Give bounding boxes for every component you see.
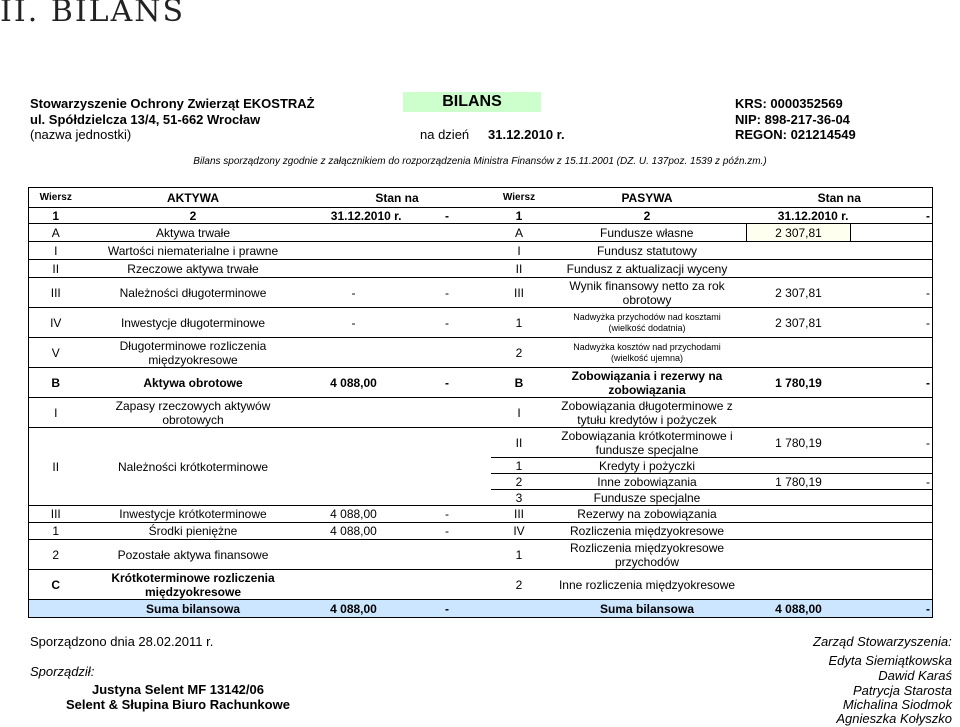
liability-value xyxy=(747,570,851,600)
liability-name: Rezerwy na zobowiązania xyxy=(548,506,747,523)
liability-value xyxy=(747,458,851,474)
liability-code: 2 xyxy=(491,338,548,368)
liability-value-prev xyxy=(851,570,933,600)
asset-code: B xyxy=(29,368,83,398)
asset-value-prev: - xyxy=(404,278,491,308)
asset-name: Pozostałe aktywa finansowe xyxy=(83,540,304,570)
liability-value-prev xyxy=(851,523,933,540)
table-row xyxy=(29,428,933,458)
asset-name: Należności długoterminowe xyxy=(83,278,304,308)
liability-code: 2 xyxy=(491,570,548,600)
header-stan-na-assets: Stan na xyxy=(304,188,491,208)
table-row xyxy=(29,506,933,523)
col-num: 2 xyxy=(548,208,747,224)
asset-value: - xyxy=(304,278,404,308)
asset-value xyxy=(304,224,404,242)
table-row xyxy=(29,260,933,278)
liability-code: IV xyxy=(491,523,548,540)
asset-code: II xyxy=(29,428,83,506)
column-number-row xyxy=(29,208,933,224)
liability-code: B xyxy=(491,368,548,398)
asset-value xyxy=(304,570,404,600)
liability-code: III xyxy=(491,506,548,523)
table-header-row xyxy=(29,188,933,208)
liability-value: 2 307,81 xyxy=(747,278,851,308)
liability-name: Zobowiązania i rezerwy na zobowiązania xyxy=(548,368,747,398)
header-aktywa: AKTYWA xyxy=(83,188,304,208)
liability-value xyxy=(747,398,851,428)
liability-value-prev xyxy=(851,338,933,368)
asset-code: II xyxy=(29,260,83,278)
asset-name: Inwestycje długoterminowe xyxy=(83,308,304,338)
liability-value xyxy=(747,338,851,368)
total-cell-blank xyxy=(491,600,548,618)
total-cell-blank xyxy=(29,600,83,618)
liability-value-prev: - xyxy=(851,278,933,308)
liability-code: 1 xyxy=(491,308,548,338)
header-wiersz-assets: Wiersz xyxy=(29,188,83,208)
document-title: BILANS xyxy=(403,92,541,112)
asset-name: Wartości niematerialne i prawne xyxy=(83,242,304,260)
asset-value-prev xyxy=(404,224,491,242)
asset-name: Zapasy rzeczowych aktywów obrotowych xyxy=(83,398,304,428)
asset-value-prev xyxy=(404,260,491,278)
liability-value: 1 780,19 xyxy=(747,474,851,490)
table-row xyxy=(29,242,933,260)
asset-value-prev: - xyxy=(404,368,491,398)
asset-value xyxy=(304,260,404,278)
asset-name: Środki pieniężne xyxy=(83,523,304,540)
liability-name: Zobowiązania krótkoterminowe i fundusze specjalne xyxy=(548,428,747,458)
board-member: Edyta Siemiątkowska xyxy=(828,653,952,668)
krs-number: KRS: 0000352569 xyxy=(735,96,843,111)
asset-code: III xyxy=(29,506,83,523)
total-assets-value-prev: - xyxy=(404,600,491,618)
page-heading: II. BILANS xyxy=(0,0,186,29)
liability-code: III xyxy=(491,278,548,308)
liability-value xyxy=(747,490,851,506)
col-num: 31.12.2010 r. xyxy=(304,208,404,224)
asset-code: I xyxy=(29,242,83,260)
date-label: na dzień xyxy=(420,127,470,142)
liability-value xyxy=(747,523,851,540)
liability-code: A xyxy=(491,224,548,242)
table-row xyxy=(29,278,933,308)
header-wiersz-liabilities: Wiersz xyxy=(491,188,548,208)
asset-name: Rzeczowe aktywa trwałe xyxy=(83,260,304,278)
asset-value-prev xyxy=(404,242,491,260)
liability-name: Kredyty i pożyczki xyxy=(548,458,747,474)
liability-code: 2 xyxy=(491,474,548,490)
total-row xyxy=(29,600,933,618)
board-member: Agnieszka Kołyszko xyxy=(836,711,952,726)
liability-name: Fundusz statutowy xyxy=(548,242,747,260)
asset-value: 4 088,00 xyxy=(304,506,404,523)
total-liabilities-value: 4 088,00 xyxy=(747,600,851,618)
asset-value-prev xyxy=(404,398,491,428)
liability-value-prev xyxy=(851,540,933,570)
header-pasywa: PASYWA xyxy=(548,188,747,208)
regon-number: REGON: 021214549 xyxy=(735,127,856,142)
asset-code: IV xyxy=(29,308,83,338)
entity-address: ul. Spółdzielcza 13/4, 51-662 Wrocław xyxy=(30,112,261,127)
balance-table xyxy=(28,187,933,618)
table-row xyxy=(29,523,933,540)
liability-code: II xyxy=(491,260,548,278)
table-row xyxy=(29,368,933,398)
asset-value xyxy=(304,428,404,506)
table-row xyxy=(29,338,933,368)
table-row xyxy=(29,398,933,428)
liability-value-prev xyxy=(851,242,933,260)
liability-value: 2 307,81 xyxy=(747,224,851,242)
liability-name: Rozliczenia międzyokresowe przychodów xyxy=(548,540,747,570)
asset-name: Inwestycje krótkoterminowe xyxy=(83,506,304,523)
legal-note: Bilans sporządzony zgodnie z załącznikiem do rozporządzenia Ministra Finansów z 15.11.2001 (DZ. U. 137poz. 1539 z późn.zm.) xyxy=(193,156,767,167)
entity-name-note: (nazwa jednostki) xyxy=(30,127,132,142)
prepared-date: Sporządzono dnia 28.02.2011 r. xyxy=(30,634,214,649)
liability-name: Fundusze własne xyxy=(548,224,747,242)
board-member: Michalina Siodmok xyxy=(842,697,952,712)
liability-value-prev xyxy=(851,260,933,278)
asset-value: 4 088,00 xyxy=(304,523,404,540)
total-liabilities-value-prev: - xyxy=(851,600,933,618)
asset-value: 4 088,00 xyxy=(304,368,404,398)
asset-code: III xyxy=(29,278,83,308)
asset-value-prev: - xyxy=(404,506,491,523)
asset-value xyxy=(304,398,404,428)
asset-code: A xyxy=(29,224,83,242)
liability-value: 1 780,19 xyxy=(747,368,851,398)
asset-value-prev: - xyxy=(404,308,491,338)
asset-value xyxy=(304,242,404,260)
liability-value-prev: - xyxy=(851,368,933,398)
liability-name-main: Nadwyżka kosztów nad przychodami xyxy=(573,341,721,352)
liability-name xyxy=(548,308,747,338)
liability-value-prev xyxy=(851,224,933,242)
balance-date: 31.12.2010 r. xyxy=(488,127,565,142)
total-assets-label: Suma bilansowa xyxy=(83,600,304,618)
liability-name-sub: (wielkość dodatnia) xyxy=(608,322,686,333)
col-num: - xyxy=(851,208,933,224)
board-member: Dawid Karaś xyxy=(878,668,952,683)
liability-name-main: Nadwyżka przychodów nad kosztami xyxy=(573,311,721,322)
asset-name: Długoterminowe rozliczenia międzyokresowe xyxy=(83,338,304,368)
asset-value-prev xyxy=(404,570,491,600)
col-num: 1 xyxy=(491,208,548,224)
asset-value xyxy=(304,338,404,368)
liability-value xyxy=(747,242,851,260)
liability-value-prev: - xyxy=(851,308,933,338)
asset-code: V xyxy=(29,338,83,368)
prepared-by-label: Sporządził: xyxy=(30,664,95,679)
preparer-name: Justyna Selent MF 13142/06 xyxy=(92,682,264,697)
table-row xyxy=(29,224,933,242)
total-assets-value: 4 088,00 xyxy=(304,600,404,618)
liability-name: Wynik finansowy netto za rok obrotowy xyxy=(548,278,747,308)
entity-name: Stowarzyszenie Ochrony Zwierząt EKOSTRAŻ xyxy=(30,96,315,111)
liability-name: Zobowiązania długoterminowe z tytułu kredytów i pożyczek xyxy=(548,398,747,428)
asset-code: I xyxy=(29,398,83,428)
asset-value-prev xyxy=(404,338,491,368)
liability-code: 3 xyxy=(491,490,548,506)
liability-value: 2 307,81 xyxy=(747,308,851,338)
liability-value-prev xyxy=(851,458,933,474)
liability-name xyxy=(548,338,747,368)
liability-name: Rozliczenia międzyokresowe xyxy=(548,523,747,540)
asset-value xyxy=(304,540,404,570)
col-num: 31.12.2010 r. xyxy=(747,208,851,224)
asset-name: Krótkoterminowe rozliczenia międzyokresowe xyxy=(83,570,304,600)
liability-name: Fundusze specjalne xyxy=(548,490,747,506)
asset-code: C xyxy=(29,570,83,600)
table-row xyxy=(29,540,933,570)
liability-value-prev xyxy=(851,490,933,506)
asset-code: 1 xyxy=(29,523,83,540)
liability-name: Inne zobowiązania xyxy=(548,474,747,490)
asset-value-prev xyxy=(404,540,491,570)
liability-value-prev: - xyxy=(851,428,933,458)
preparer-office: Selent & Słupina Biuro Rachunkowe xyxy=(66,697,290,712)
liability-code: I xyxy=(491,242,548,260)
asset-code: 2 xyxy=(29,540,83,570)
liability-code: 1 xyxy=(491,458,548,474)
asset-value-prev: - xyxy=(404,523,491,540)
table-row xyxy=(29,308,933,338)
liability-value-prev xyxy=(851,398,933,428)
board-label: Zarząd Stowarzyszenia: xyxy=(813,634,952,649)
liability-name-sub: (wielkość ujemna) xyxy=(610,352,684,363)
board-member: Patrycja Starosta xyxy=(853,683,952,698)
table-row xyxy=(29,570,933,600)
asset-value: - xyxy=(304,308,404,338)
liability-name: Fundusz z aktualizacji wyceny xyxy=(548,260,747,278)
liability-code: II xyxy=(491,428,548,458)
liability-value-prev: - xyxy=(851,474,933,490)
asset-name: Aktywa obrotowe xyxy=(83,368,304,398)
liability-value: 1 780,19 xyxy=(747,428,851,458)
col-num: 2 xyxy=(83,208,304,224)
header-stan-na-liabilities: Stan na xyxy=(747,188,933,208)
liability-value xyxy=(747,260,851,278)
liability-value-prev xyxy=(851,506,933,523)
liability-code: I xyxy=(491,398,548,428)
liability-value xyxy=(747,540,851,570)
liability-code: 1 xyxy=(491,540,548,570)
liability-value xyxy=(747,506,851,523)
nip-number: NIP: 898-217-36-04 xyxy=(735,112,850,127)
asset-name: Należności krótkoterminowe xyxy=(83,428,304,506)
liability-name: Inne rozliczenia międzyokresowe xyxy=(548,570,747,600)
total-liabilities-label: Suma bilansowa xyxy=(548,600,747,618)
col-num: 1 xyxy=(29,208,83,224)
col-num: - xyxy=(404,208,491,224)
asset-value-prev xyxy=(404,428,491,506)
asset-name: Aktywa trwałe xyxy=(83,224,304,242)
